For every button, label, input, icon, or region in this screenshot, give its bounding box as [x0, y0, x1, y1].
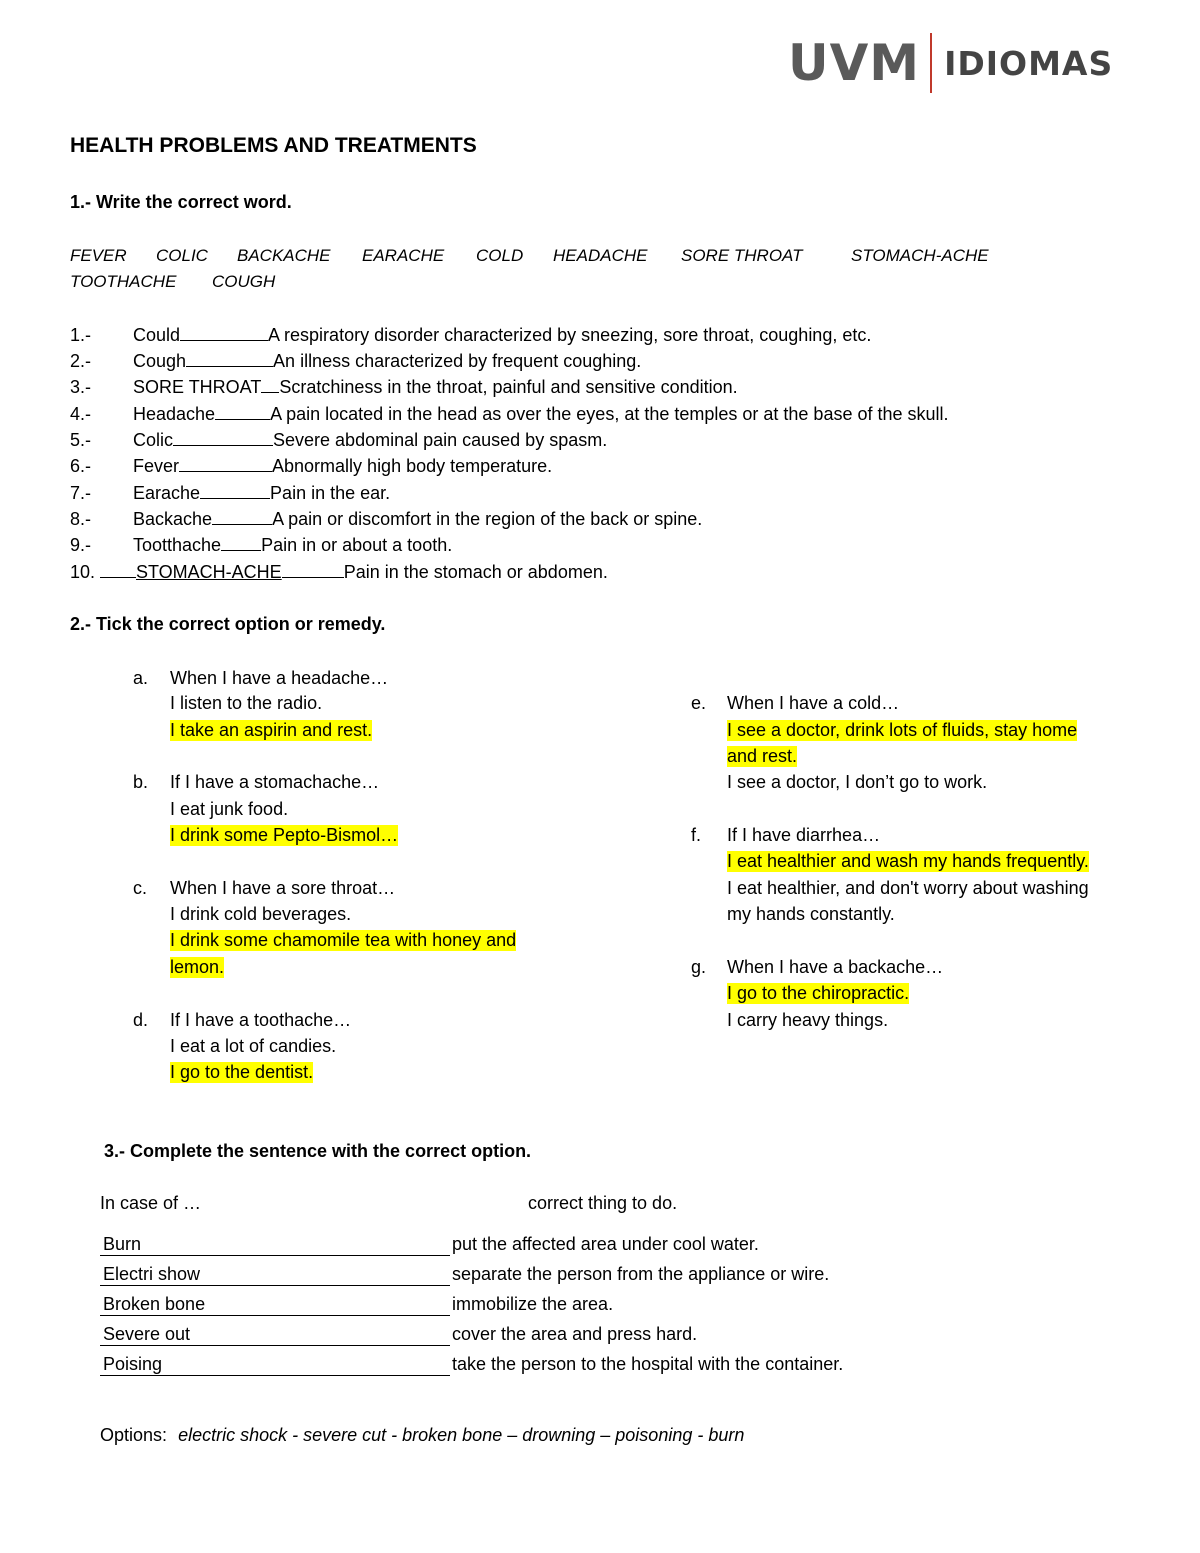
- definition-text: Scratchiness in the throat, painful and sensitive condition.: [279, 377, 738, 397]
- item-number: 6.-: [70, 456, 92, 476]
- match-action-text: separate the person from the appliance or wire.: [452, 1264, 830, 1284]
- answer-blank: [100, 577, 136, 578]
- word-bank-item: BACKACHE: [237, 246, 331, 265]
- item-number: 5.-: [70, 430, 92, 450]
- word-bank-item: EARACHE: [362, 246, 445, 265]
- answer-field[interactable]: Headache: [133, 404, 216, 424]
- section3-heading: 3.- Complete the sentence with the correct option.: [104, 1141, 532, 1161]
- match-answer-field[interactable]: Burn: [100, 1234, 450, 1256]
- option-line-selected[interactable]: I go to the dentist.: [170, 1062, 314, 1082]
- answer-blank: [212, 524, 272, 525]
- option-line[interactable]: I carry heavy things.: [727, 1010, 889, 1030]
- answer-field[interactable]: Colic: [133, 430, 174, 450]
- word-bank-item: COLIC: [156, 246, 208, 265]
- question-letter: f.: [691, 825, 702, 845]
- item-number: 1.-: [70, 325, 92, 345]
- question-prompt: If I have a toothache…: [170, 1010, 352, 1030]
- answer-field[interactable]: SORE THROAT: [133, 377, 262, 397]
- logo-divider: [930, 33, 932, 93]
- options-list: electric shock - severe cut - broken bone – drowning – poisoning - burn: [178, 1425, 745, 1445]
- question-letter: e.: [691, 693, 707, 713]
- match-answer-field[interactable]: Severe out: [100, 1324, 450, 1346]
- definition-text: Pain in or about a tooth.: [261, 535, 453, 555]
- option-line[interactable]: I eat a lot of candies.: [170, 1036, 337, 1056]
- answer-field[interactable]: Backache: [133, 509, 213, 529]
- option-line-selected[interactable]: I drink some Pepto-Bismol…: [170, 825, 399, 845]
- option-line[interactable]: I see a doctor, I don’t go to work.: [727, 772, 988, 792]
- answer-blank: [180, 340, 268, 341]
- definition-text: An illness characterized by frequent coughing.: [273, 351, 642, 371]
- answer-blank: [200, 498, 270, 499]
- match-action-text: immobilize the area.: [452, 1294, 614, 1314]
- word-bank-item: FEVER: [70, 246, 127, 265]
- match-answer-field[interactable]: Electri show: [100, 1264, 450, 1286]
- answer-field[interactable]: STOMACH-ACHE: [136, 562, 282, 582]
- definition-text: Abnormally high body temperature.: [272, 456, 553, 476]
- word-bank-item: STOMACH-ACHE: [851, 246, 989, 265]
- answer-blank: [261, 392, 279, 393]
- question-prompt: When I have a sore throat…: [170, 878, 396, 898]
- answer-field[interactable]: Fever: [133, 456, 180, 476]
- option-line[interactable]: my hands constantly.: [727, 904, 895, 924]
- option-line[interactable]: I listen to the radio.: [170, 693, 323, 713]
- question-letter: g.: [691, 957, 707, 977]
- item-number: 10.: [70, 562, 96, 582]
- page-title: HEALTH PROBLEMS AND TREATMENTS: [70, 134, 477, 157]
- answer-blank: [173, 445, 273, 446]
- match-answer-field[interactable]: Poising: [100, 1354, 450, 1376]
- item-number: 9.-: [70, 535, 92, 555]
- item-number: 8.-: [70, 509, 92, 529]
- item-number: 3.-: [70, 377, 92, 397]
- question-letter: b.: [133, 772, 149, 792]
- option-line-selected[interactable]: I drink some chamomile tea with honey and: [170, 930, 517, 950]
- option-line-selected[interactable]: I go to the chiropractic.: [727, 983, 910, 1003]
- option-line-selected[interactable]: lemon.: [170, 957, 225, 977]
- logo-sub: IDIOMAS: [944, 43, 1114, 83]
- word-bank-item: SORE THROAT: [681, 246, 803, 265]
- definition-text: A respiratory disorder characterized by sneezing, sore throat, coughing, etc.: [268, 325, 872, 345]
- answer-blank: [282, 577, 344, 578]
- section1-heading: 1.- Write the correct word.: [70, 192, 292, 212]
- word-bank-item: COUGH: [212, 272, 276, 291]
- question-prompt: If I have diarrhea…: [727, 825, 881, 845]
- word-bank-item: COLD: [476, 246, 524, 265]
- word-bank-item: HEADACHE: [553, 246, 648, 265]
- column-header-right: correct thing to do.: [528, 1193, 678, 1213]
- definition-text: Pain in the ear.: [270, 483, 391, 503]
- match-action-text: put the affected area under cool water.: [452, 1234, 759, 1254]
- answer-blank: [215, 419, 270, 420]
- option-line-selected[interactable]: and rest.: [727, 746, 798, 766]
- match-answer-field[interactable]: Broken bone: [100, 1294, 450, 1316]
- option-line[interactable]: I drink cold beverages.: [170, 904, 352, 924]
- definition-text: A pain located in the head as over the eyes, at the temples or at the base of the skull.: [270, 404, 949, 424]
- answer-field[interactable]: Could: [133, 325, 181, 345]
- question-prompt: When I have a backache…: [727, 957, 944, 977]
- options-line: [100, 1425, 744, 1446]
- options-label: Options:: [100, 1425, 168, 1445]
- logo-brand: UVM: [788, 34, 921, 92]
- definition-text: Severe abdominal pain caused by spasm.: [273, 430, 608, 450]
- uvm-idiomas-logo: [788, 32, 1113, 94]
- item-number: 2.-: [70, 351, 92, 371]
- question-prompt: If I have a stomachache…: [170, 772, 380, 792]
- answer-field[interactable]: Tootthache: [133, 535, 222, 555]
- question-letter: a.: [133, 668, 149, 688]
- column-header-left: In case of …: [100, 1193, 202, 1213]
- question-prompt: When I have a cold…: [727, 693, 900, 713]
- option-line[interactable]: I eat junk food.: [170, 799, 289, 819]
- definition-text: A pain or discomfort in the region of the back or spine.: [272, 509, 703, 529]
- word-bank-item: TOOTHACHE: [70, 272, 177, 291]
- item-number: 4.-: [70, 404, 92, 424]
- question-letter: d.: [133, 1010, 149, 1030]
- answer-blank: [186, 366, 273, 367]
- match-action-text: take the person to the hospital with the container.: [452, 1354, 844, 1374]
- question-letter: c.: [133, 878, 148, 898]
- option-line-selected[interactable]: I eat healthier and wash my hands frequently.: [727, 851, 1089, 871]
- option-line-selected[interactable]: I see a doctor, drink lots of fluids, stay home: [727, 720, 1078, 740]
- definition-text: Pain in the stomach or abdomen.: [343, 562, 608, 582]
- option-line[interactable]: I eat healthier, and don't worry about washing: [727, 878, 1089, 898]
- option-line-selected[interactable]: I take an aspirin and rest.: [170, 720, 373, 740]
- question-prompt: When I have a headache…: [170, 668, 389, 688]
- answer-field[interactable]: Cough: [133, 351, 187, 371]
- item-number: 7.-: [70, 483, 92, 503]
- answer-blank: [179, 471, 272, 472]
- match-action-text: cover the area and press hard.: [452, 1324, 698, 1344]
- answer-blank: [221, 550, 261, 551]
- section2-heading: 2.- Tick the correct option or remedy.: [70, 614, 386, 634]
- answer-field[interactable]: Earache: [133, 483, 201, 503]
